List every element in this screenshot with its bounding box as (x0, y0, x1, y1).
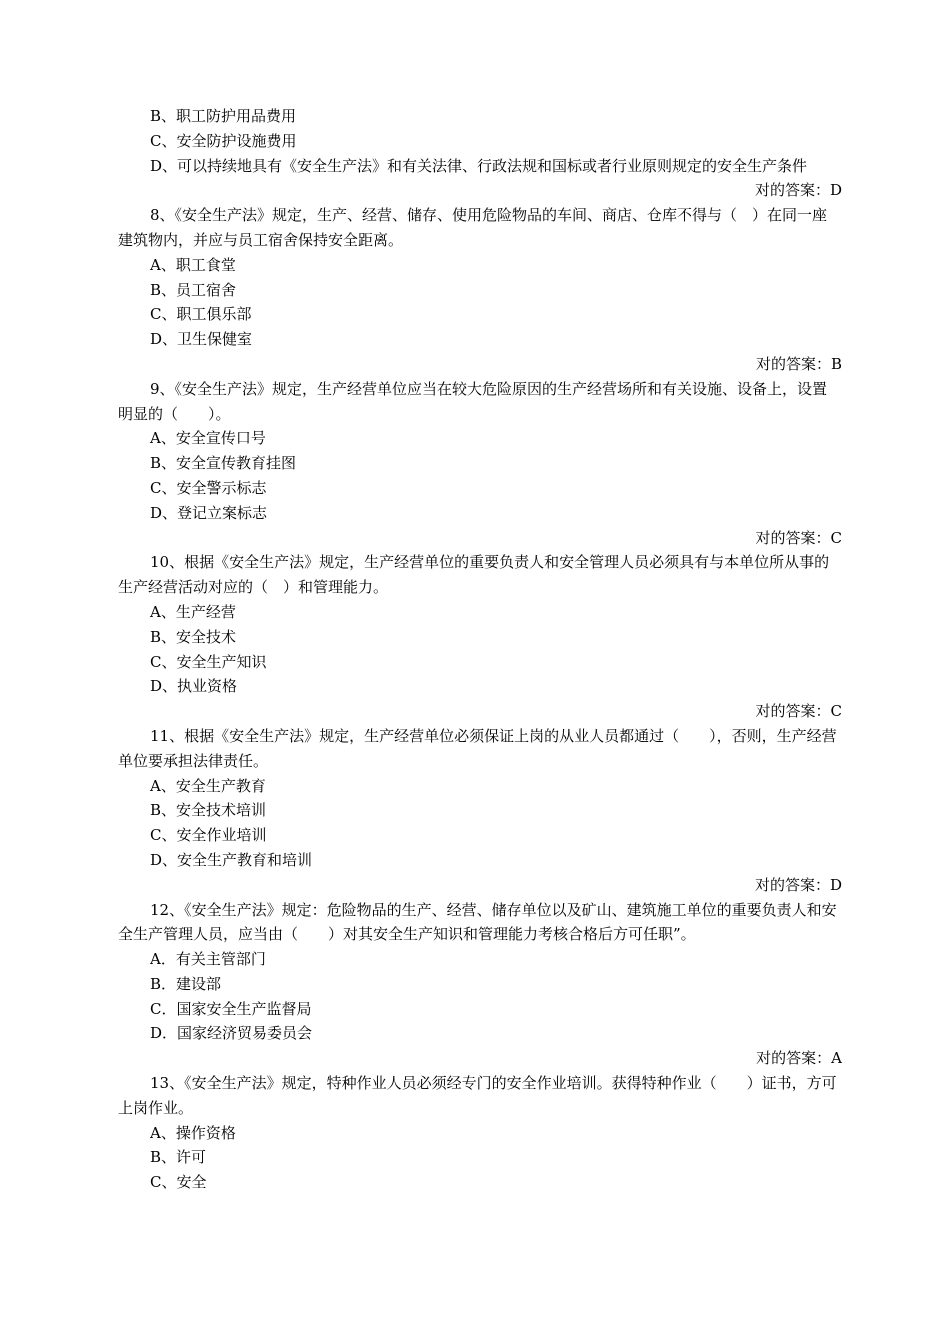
question-9-option-a: A、安全宣传口号 (150, 429, 266, 448)
question-12-option-b: B．建设部 (150, 974, 222, 993)
question-8-option-d: D、卫生保健室 (150, 330, 253, 349)
question-13-option-a: A、操作资格 (150, 1123, 236, 1142)
question-11-option-a: A、安全生产教育 (150, 776, 266, 795)
question-9-option-b: B、安全宣传教育挂图 (150, 454, 297, 473)
option-d-prev: D、可以持续地具有《安全生产法》和有关法律、行政法规和国标或者行业原则规定的安全生产条件 (150, 156, 808, 175)
question-11-option-d: D、安全生产教育和培训 (150, 850, 313, 869)
question-11-answer: 对的答案：D (754, 875, 842, 894)
question-8-option-a: A、职工食堂 (150, 255, 236, 274)
question-9-answer: 对的答案：C (755, 528, 842, 547)
question-8-option-b: B、员工宿舍 (150, 280, 237, 299)
question-9-option-d: D、登记立案标志 (150, 503, 268, 522)
question-10-option-a: A、生产经营 (150, 602, 236, 621)
question-8-text: 8、《安全生产法》规定，生产、经营、储存、使用危险物品的车间、商店、仓库不得与（ ）在同一座建筑物内，并应与员工宿舍保持安全距离。 (118, 206, 828, 249)
question-10-answer: 对的答案：C (755, 702, 842, 721)
option-c-prev: C、安全防护设施费用 (150, 131, 297, 150)
question-10-option-b: B、安全技术 (150, 627, 237, 646)
question-12-option-d: D．国家经济贸易委员会 (150, 1024, 313, 1043)
question-11-text: 11、根据《安全生产法》规定，生产经营单位必须保证上岗的从业人员都通过（ ），否则，生产经营单位要承担法律责任。 (118, 726, 837, 770)
question-10-text: 10、根据《安全生产法》规定，生产经营单位的重要负责人和安全管理人员必须具有与本单位所从事的生产经营活动对应的（ ）和管理能力。 (118, 553, 830, 597)
question-13-option-b: B、许可 (150, 1148, 207, 1167)
question-12-option-a: A．有关主管部门 (150, 950, 266, 969)
answer-prev: 对的答案：D (754, 181, 842, 200)
question-9-option-c: C、安全警示标志 (150, 478, 267, 497)
question-8-answer: 对的答案：B (755, 354, 842, 373)
question-9-text: 9、《安全生产法》规定，生产经营单位应当在较大危险原因的生产经营场所和有关设施、设备上，设置明显的（ ）。 (118, 379, 828, 423)
question-10-option-c: C、安全生产知识 (150, 652, 267, 671)
question-10-option-d: D、执业资格 (150, 677, 238, 696)
question-13-text: 13、《安全生产法》规定，特种作业人员必须经专门的安全作业培训。获得特种作业（ ）证书，方可上岗作业。 (118, 1074, 837, 1117)
question-12-answer: 对的答案：A (756, 1049, 842, 1068)
question-11-option-b: B、安全技术培训 (150, 801, 267, 820)
question-12-text: 12、《安全生产法》规定：危险物品的生产、经营、储存单位以及矿山、建筑施工单位的重要负责人和安全生产管理人员，应当由（ ）对其安全生产知识和管理能力考核合格后方可任职”。 (118, 900, 837, 944)
question-12-option-c: C．国家安全生产监督局 (150, 999, 312, 1018)
question-11-option-c: C、安全作业培训 (150, 826, 267, 845)
question-8-option-c: C、职工俱乐部 (150, 305, 252, 324)
document-body (118, 104, 842, 1195)
question-13-option-c: C、安全 (150, 1173, 207, 1192)
option-b-prev: B、职工防护用品费用 (150, 107, 297, 125)
